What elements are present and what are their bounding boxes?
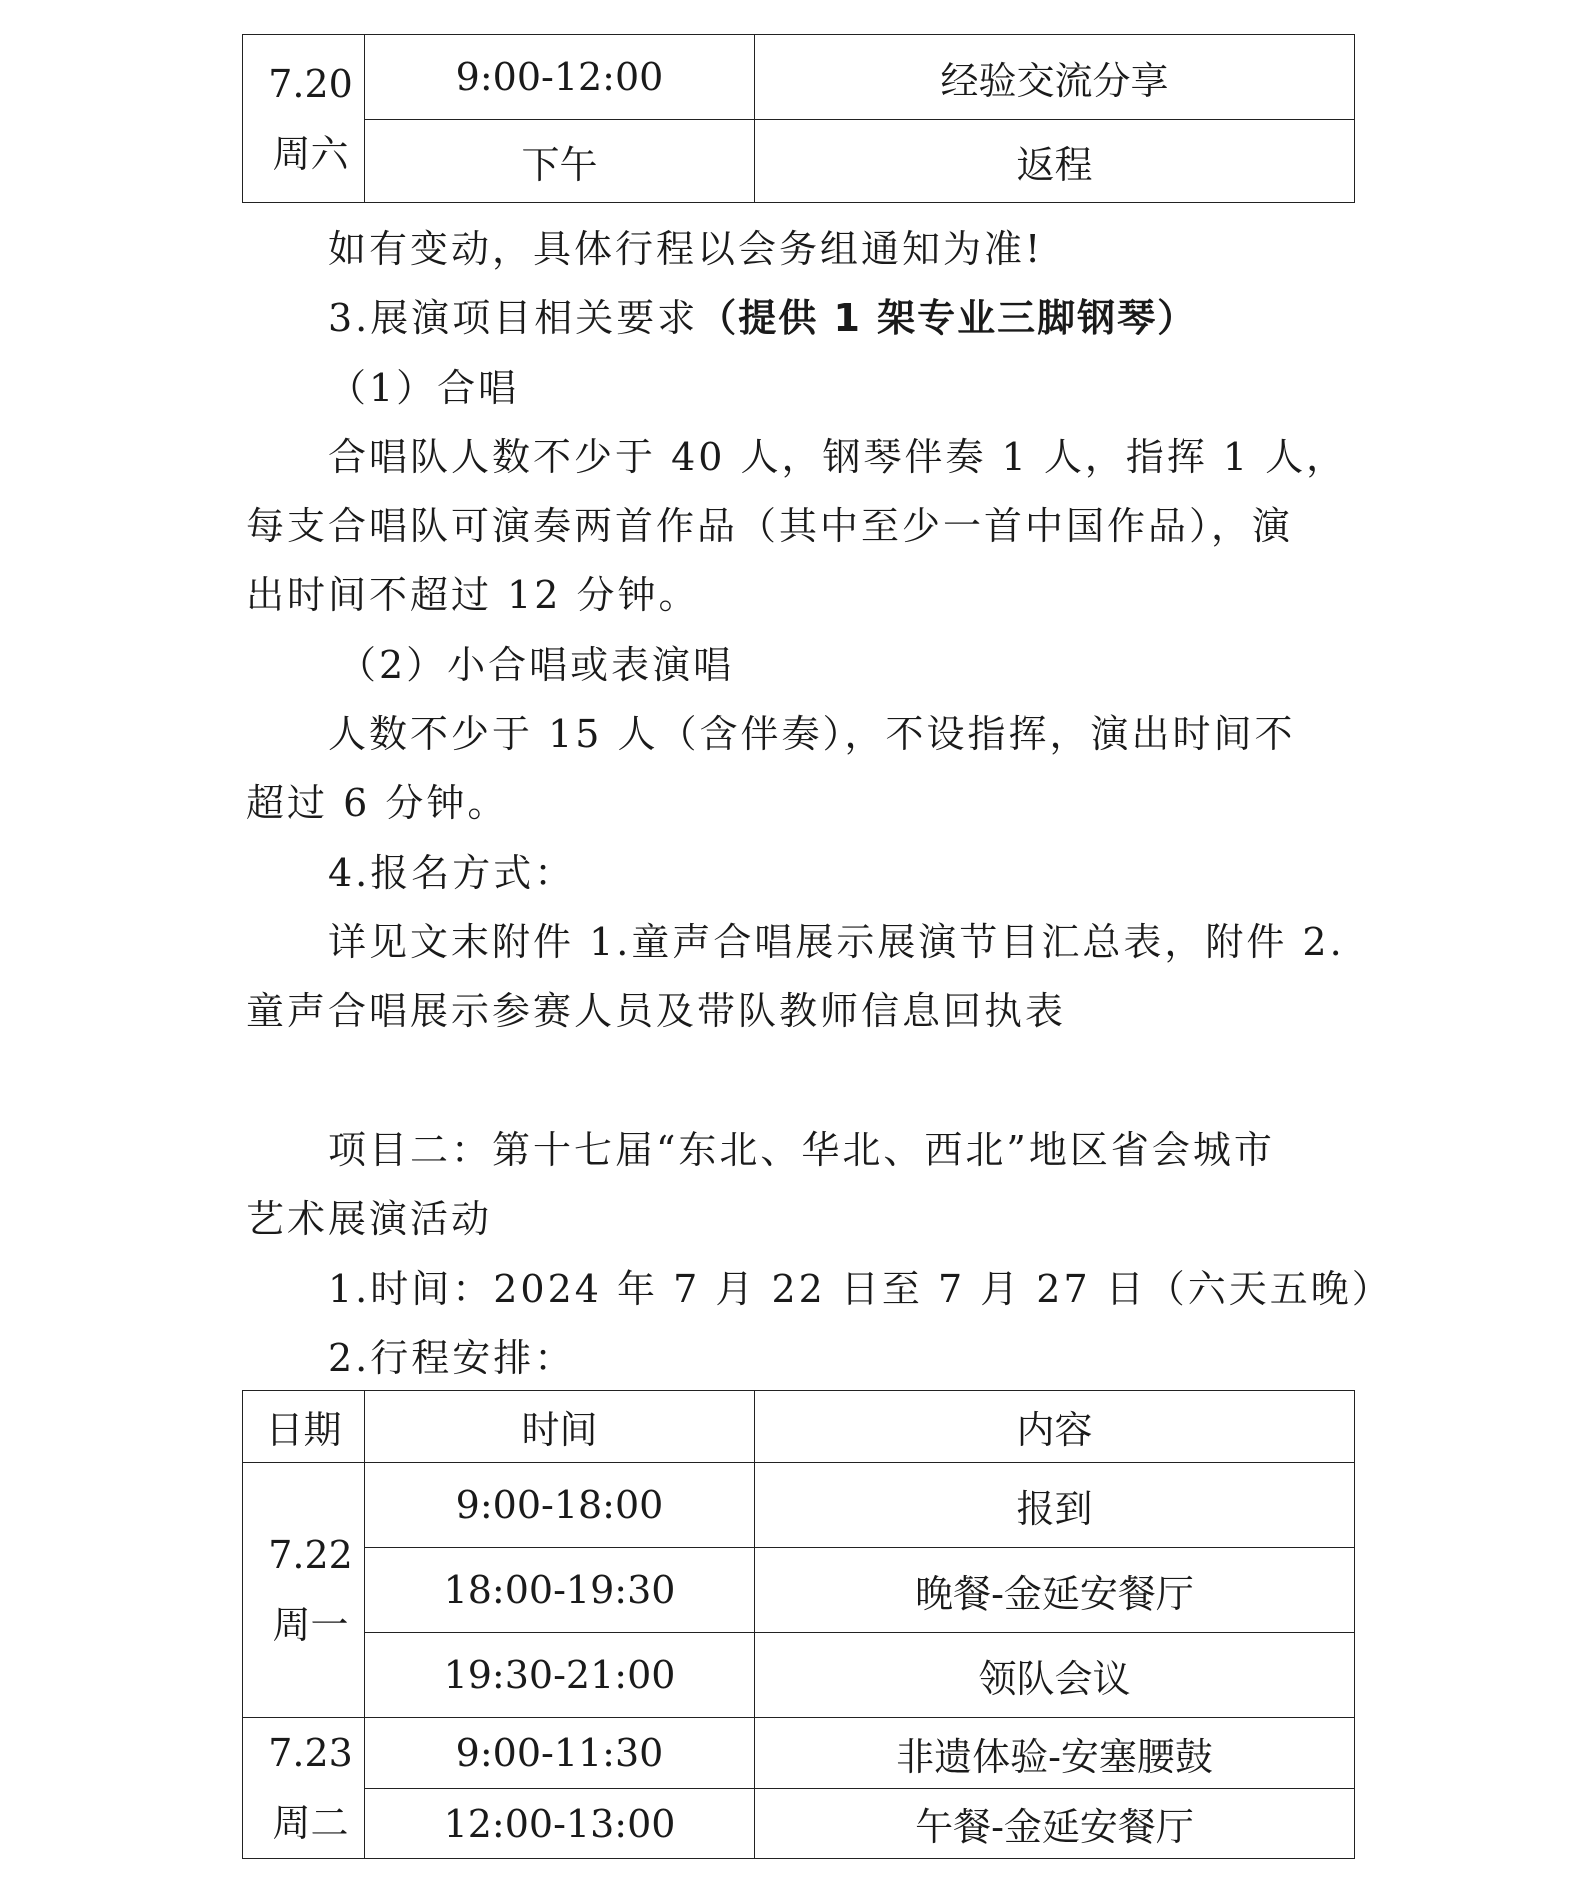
requirements-heading-text: 3.展演项目相关要求 <box>328 296 699 340</box>
header-date: 日期 <box>243 1391 365 1463</box>
content-cell: 领队会议 <box>755 1633 1355 1718</box>
header-time: 时间 <box>365 1391 755 1463</box>
content-cell: 经验交流分享 <box>755 35 1355 120</box>
time-cell: 9:00-12:00 <box>365 35 755 120</box>
piano-note: （提供 1 架专业三脚钢琴） <box>698 296 1198 340</box>
schedule-table-continued <box>242 34 1355 203</box>
paragraph-line: 童声合唱展示参赛人员及带队教师信息回执表 <box>246 989 1067 1033</box>
content-cell: 报到 <box>755 1463 1355 1548</box>
schedule-table <box>242 1390 1355 1859</box>
paragraph-line: 超过 6 分钟。 <box>246 781 509 825</box>
requirements-heading <box>328 287 1197 342</box>
project-title-cont: 艺术展演活动 <box>246 1197 493 1241</box>
date-cell <box>243 35 365 203</box>
table-row <box>243 1463 1355 1548</box>
table-row <box>243 1718 1355 1789</box>
header-content: 内容 <box>755 1391 1355 1463</box>
time-cell: 19:30-21:00 <box>365 1633 755 1718</box>
table-row <box>243 120 1355 203</box>
schedule-title: 2.行程安排： <box>328 1336 576 1380</box>
date-cell <box>243 1463 365 1718</box>
table-row <box>243 1548 1355 1633</box>
paragraph-line: 人数不少于 15 人（含伴奏），不设指挥，演出时间不 <box>328 712 1296 756</box>
signup-title: 4.报名方式： <box>328 851 576 895</box>
table-row <box>243 1789 1355 1859</box>
change-note: 如有变动，具体行程以会务组通知为准! <box>328 227 1044 271</box>
content-cell: 晚餐-金延安餐厅 <box>755 1548 1355 1633</box>
date-cell <box>243 1718 365 1859</box>
time-cell: 下午 <box>365 120 755 203</box>
content-cell: 非遗体验-安塞腰鼓 <box>755 1718 1355 1789</box>
date-value: 7.20 <box>268 61 353 106</box>
table-row <box>243 35 1355 120</box>
date-value: 7.23 <box>268 1731 353 1775</box>
project-time: 1.时间：2024 年 7 月 22 日至 7 月 27 日（六天五晚） <box>328 1267 1393 1311</box>
table-row <box>243 1633 1355 1718</box>
time-cell: 18:00-19:30 <box>365 1548 755 1633</box>
paragraph-line: 合唱队人数不少于 40 人，钢琴伴奏 1 人，指挥 1 人， <box>328 435 1348 479</box>
content-cell: 返程 <box>755 120 1355 203</box>
weekday-value: 周二 <box>272 1801 349 1845</box>
weekday-value: 周一 <box>272 1603 349 1647</box>
content-cell: 午餐-金延安餐厅 <box>755 1789 1355 1859</box>
project-title: 项目二：第十七届“东北、华北、西北”地区省会城市 <box>328 1128 1275 1172</box>
date-value: 7.22 <box>268 1533 353 1577</box>
paragraph-line: 出时间不超过 12 分钟。 <box>246 573 700 617</box>
paragraph-line: 每支合唱队可演奏两首作品（其中至少一首中国作品），演 <box>246 504 1294 548</box>
table-header-row <box>243 1391 1355 1463</box>
choir-title: （1）合唱 <box>328 366 520 410</box>
weekday-value: 周六 <box>272 131 349 176</box>
paragraph-line: 详见文末附件 1.童声合唱展示展演节目汇总表，附件 2. <box>328 920 1345 964</box>
time-cell: 9:00-18:00 <box>365 1463 755 1548</box>
time-cell: 12:00-13:00 <box>365 1789 755 1859</box>
time-cell: 9:00-11:30 <box>365 1718 755 1789</box>
small-choir-title: （2）小合唱或表演唱 <box>338 643 735 687</box>
